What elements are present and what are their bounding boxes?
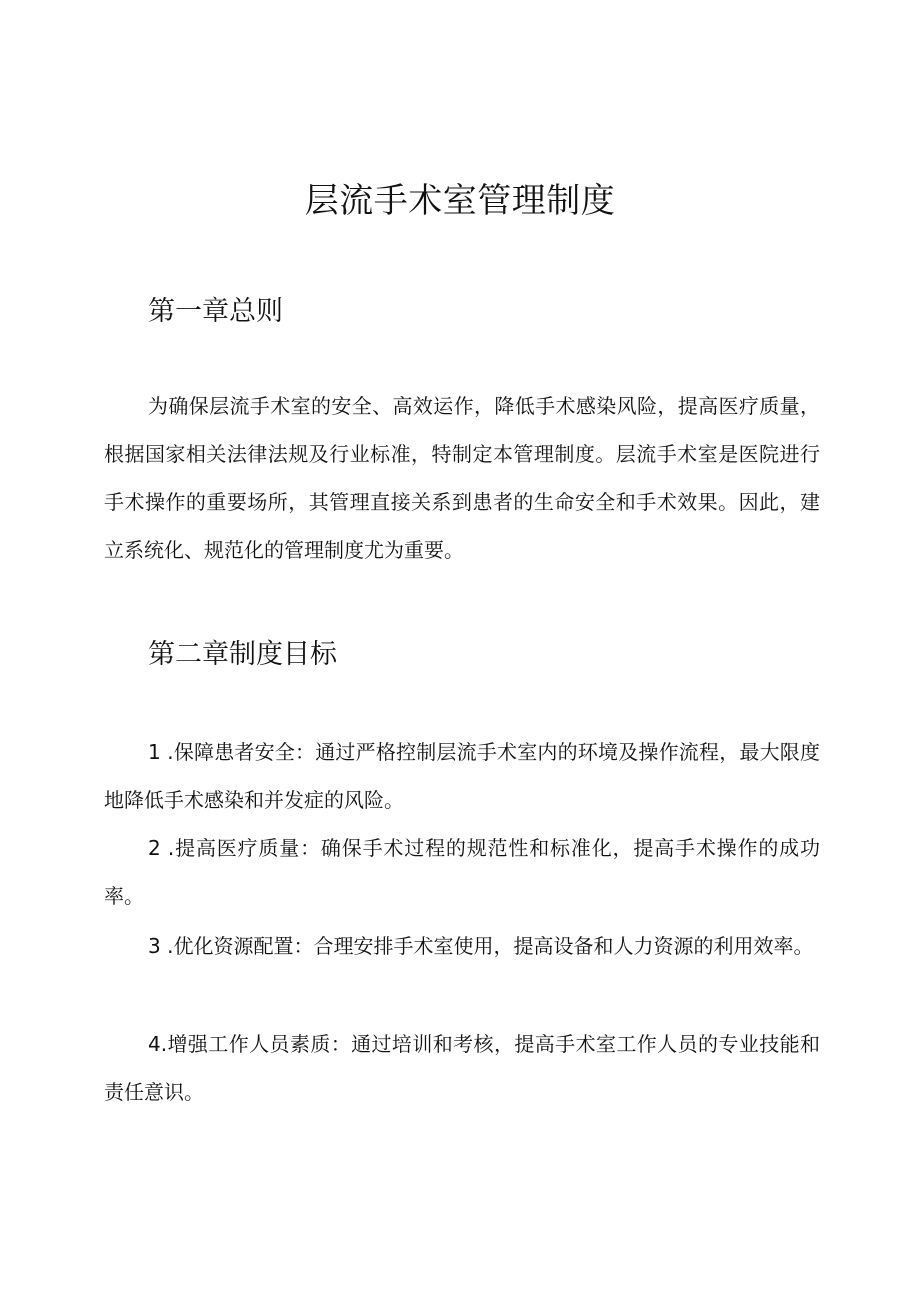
- document-title: 层流手术室管理制度: [304, 181, 616, 221]
- goal-item-1: [104, 728, 820, 824]
- goal-item-3-number: 3 .: [148, 934, 174, 958]
- goal-item-1-number: 1 .: [148, 740, 174, 764]
- goal-item-4-number: 4.: [148, 1032, 168, 1056]
- goal-item-4-text: 增强工作人员素质：通过培训和考核，提高手术室工作人员的专业技能和责任意识。: [104, 1032, 820, 1104]
- goal-item-1-text: 保障患者安全：通过严格控制层流手术室内的环境及操作流程，最大限度地降低手术感染和并发症的风险。: [104, 740, 820, 812]
- goal-item-4: [104, 1020, 820, 1116]
- goal-item-3: [104, 922, 820, 970]
- goal-item-2-text: 提高医疗质量：确保手术过程的规范性和标准化，提高手术操作的成功率。: [104, 836, 820, 908]
- chapter-1-heading: 第一章总则: [148, 296, 283, 327]
- goal-item-2-number: 2 .: [148, 836, 175, 860]
- goal-item-3-text: 优化资源配置：合理安排手术室使用，提高设备和人力资源的利用效率。: [173, 934, 814, 958]
- goal-item-2: [104, 824, 820, 920]
- chapter-1-paragraph: 为确保层流手术室的安全、高效运作，降低手术感染风险，提高医疗质量，根据国家相关法律法规及行业标准，特制定本管理制度。层流手术室是医院进行手术操作的重要场所，其管理直接关系到患者的生命安全和手术效果。因此，建立系统化、规范化的管理制度尤为重要。: [104, 394, 820, 562]
- chapter-2-heading: 第二章制度目标: [148, 639, 337, 670]
